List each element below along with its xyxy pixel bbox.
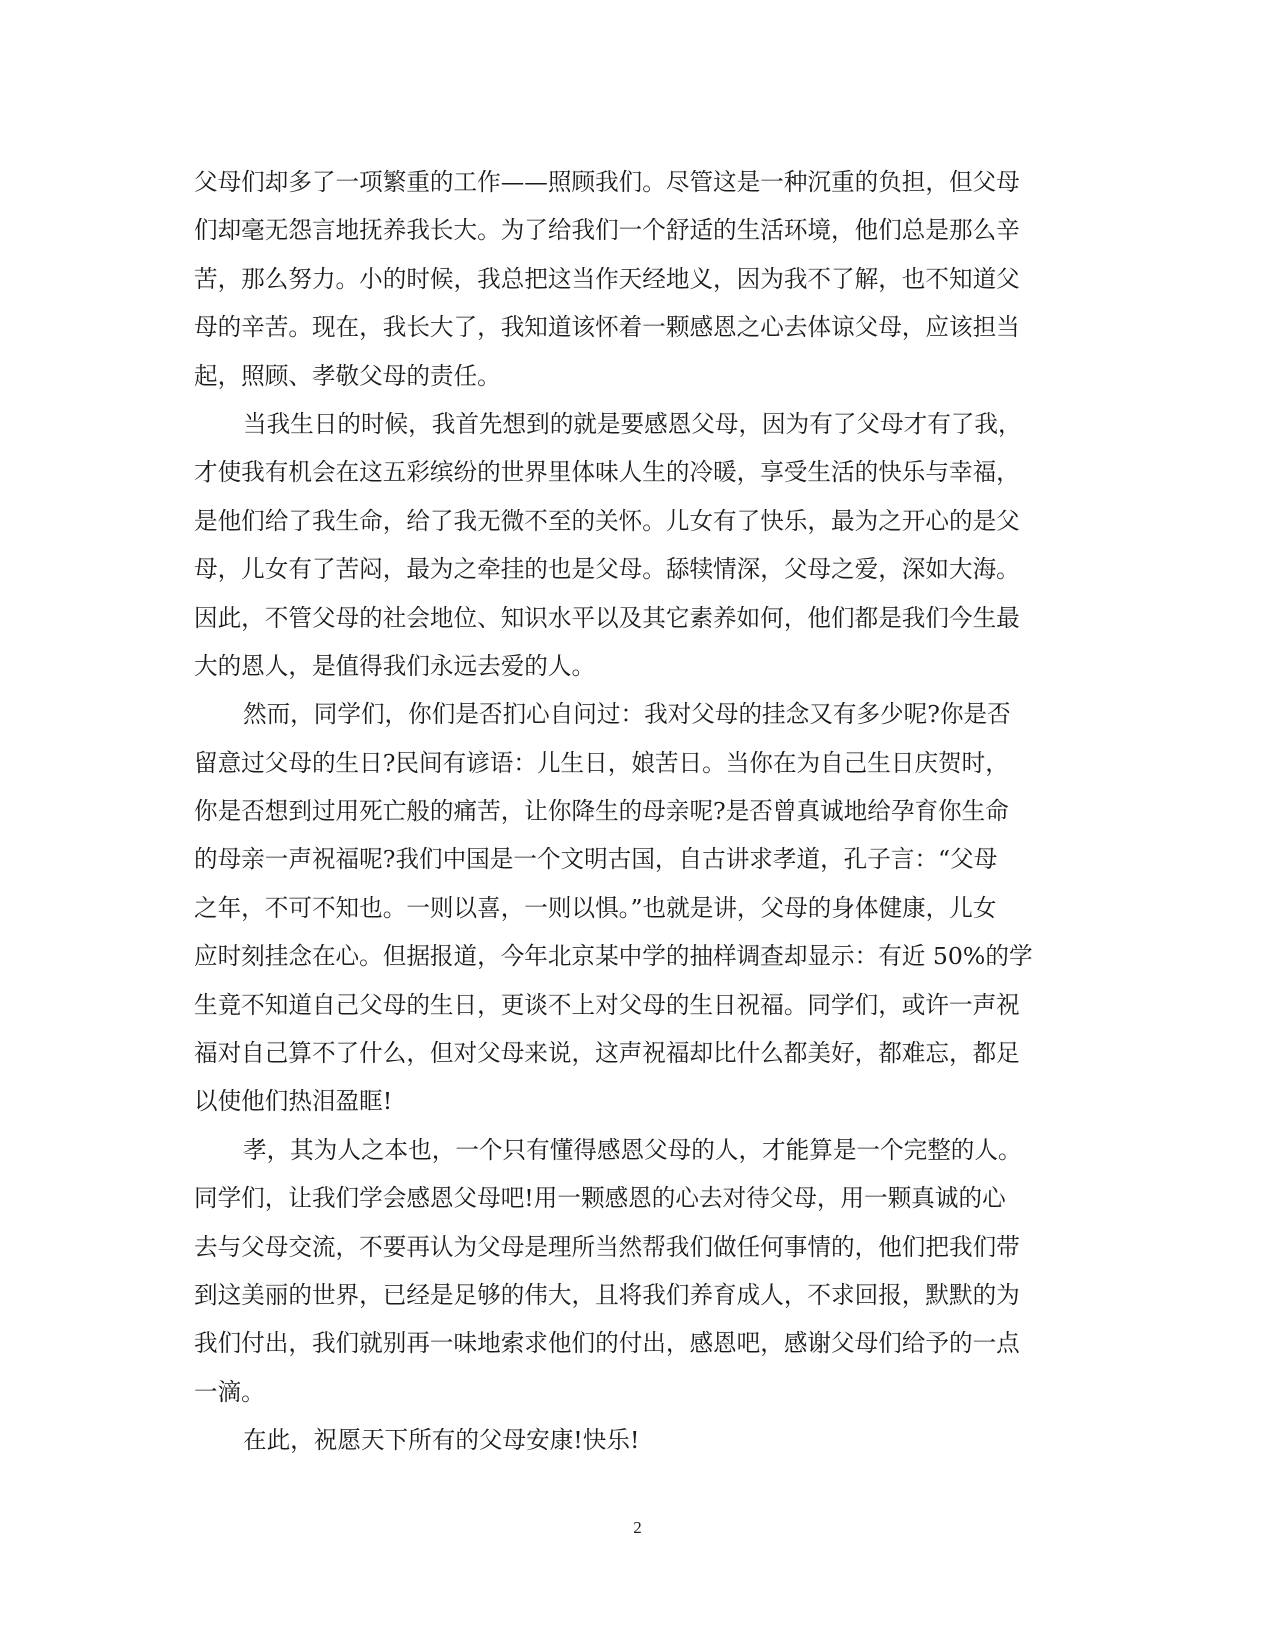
text-line: 起，照顾、孝敬父母的责任。 — [194, 361, 501, 390]
text-line: 你是否想到过用死亡般的痛苦，让你降生的母亲呢?是否曾真诚地给孕育你生命 — [194, 797, 1009, 826]
text-line: 留意过父母的生日?民间有谚语：儿生日，娘苦日。当你在为自己生日庆贺时， — [194, 748, 1009, 777]
text-line: 到这美丽的世界，已经是足够的伟大，且将我们养育成人，不求回报，默默的为 — [194, 1280, 1020, 1309]
paragraph-1 — [194, 158, 1074, 400]
text-line: 的母亲一声祝福呢?我们中国是一个文明古国，自古讲求孝道，孔子言：“父母 — [194, 845, 998, 874]
page-number: 2 — [633, 1518, 642, 1537]
text-line: 生竟不知道自己父母的生日，更谈不上对父母的生日祝福。同学们，或许一声祝 — [194, 990, 1020, 1019]
document-body — [194, 158, 1074, 1465]
text-line: 应时刻挂念在心。但据报道，今年北京某中学的抽样调查却显示：有近 50%的学 — [194, 942, 1033, 971]
text-line: 我们付出，我们就别再一味地索求他们的付出，感恩吧，感谢父母们给予的一点 — [194, 1329, 1020, 1358]
text-line: 在此，祝愿天下所有的父母安康!快乐! — [243, 1426, 640, 1455]
text-line: 母的辛苦。现在，我长大了，我知道该怀着一颗感恩之心去体谅父母，应该担当 — [194, 313, 1020, 342]
text-line: 是他们给了我生命，给了我无微不至的关怀。儿女有了快乐，最为之开心的是父 — [194, 506, 1020, 535]
text-line: 们却毫无怨言地抚养我长大。为了给我们一个舒适的生活环境，他们总是那么辛 — [194, 216, 1020, 245]
text-line: 一滴。 — [194, 1377, 265, 1406]
text-line: 大的恩人，是值得我们永远去爱的人。 — [194, 651, 596, 680]
text-line: 当我生日的时候，我首先想到的就是要感恩父母，因为有了父母才有了我， — [243, 409, 1022, 438]
text-line: 之年，不可不知也。一则以喜，一则以惧。”也就是讲，父母的身体健康，儿女 — [194, 893, 997, 922]
text-line: 孝，其为人之本也，一个只有懂得感恩父母的人，才能算是一个完整的人。 — [243, 1135, 1022, 1164]
paragraph-2 — [194, 400, 1074, 690]
text-line: 母，儿女有了苦闷，最为之牵挂的也是父母。舔犊情深，父母之爱，深如大海。 — [194, 555, 1020, 584]
paragraph-4 — [194, 1126, 1074, 1416]
text-line: 同学们，让我们学会感恩父母吧!用一颗感恩的心去对待父母，用一颗真诚的心 — [194, 1184, 1006, 1213]
paragraph-3 — [194, 690, 1074, 1126]
text-line: 以使他们热泪盈眶! — [194, 1087, 393, 1116]
text-line: 因此，不管父母的社会地位、知识水平以及其它素养如何，他们都是我们今生最 — [194, 603, 1020, 632]
text-line: 父母们却多了一项繁重的工作——照顾我们。尽管这是一种沉重的负担，但父母 — [194, 168, 1020, 196]
text-line: 去与父母交流，不要再认为父母是理所当然帮我们做任何事情的，他们把我们带 — [194, 1232, 1020, 1261]
text-line: 然而，同学们，你们是否扪心自问过：我对父母的挂念又有多少呢?你是否 — [243, 700, 1011, 729]
text-line: 苦，那么努力。小的时候，我总把这当作天经地义，因为我不了解，也不知道父 — [194, 264, 1020, 293]
text-line: 福对自己算不了什么，但对父母来说，这声祝福却比什么都美好，都难忘，都足 — [194, 1039, 1020, 1068]
paragraph-5 — [194, 1416, 1074, 1464]
text-line: 才使我有机会在这五彩缤纷的世界里体味人生的冷暖，享受生活的快乐与幸福， — [194, 458, 1020, 487]
